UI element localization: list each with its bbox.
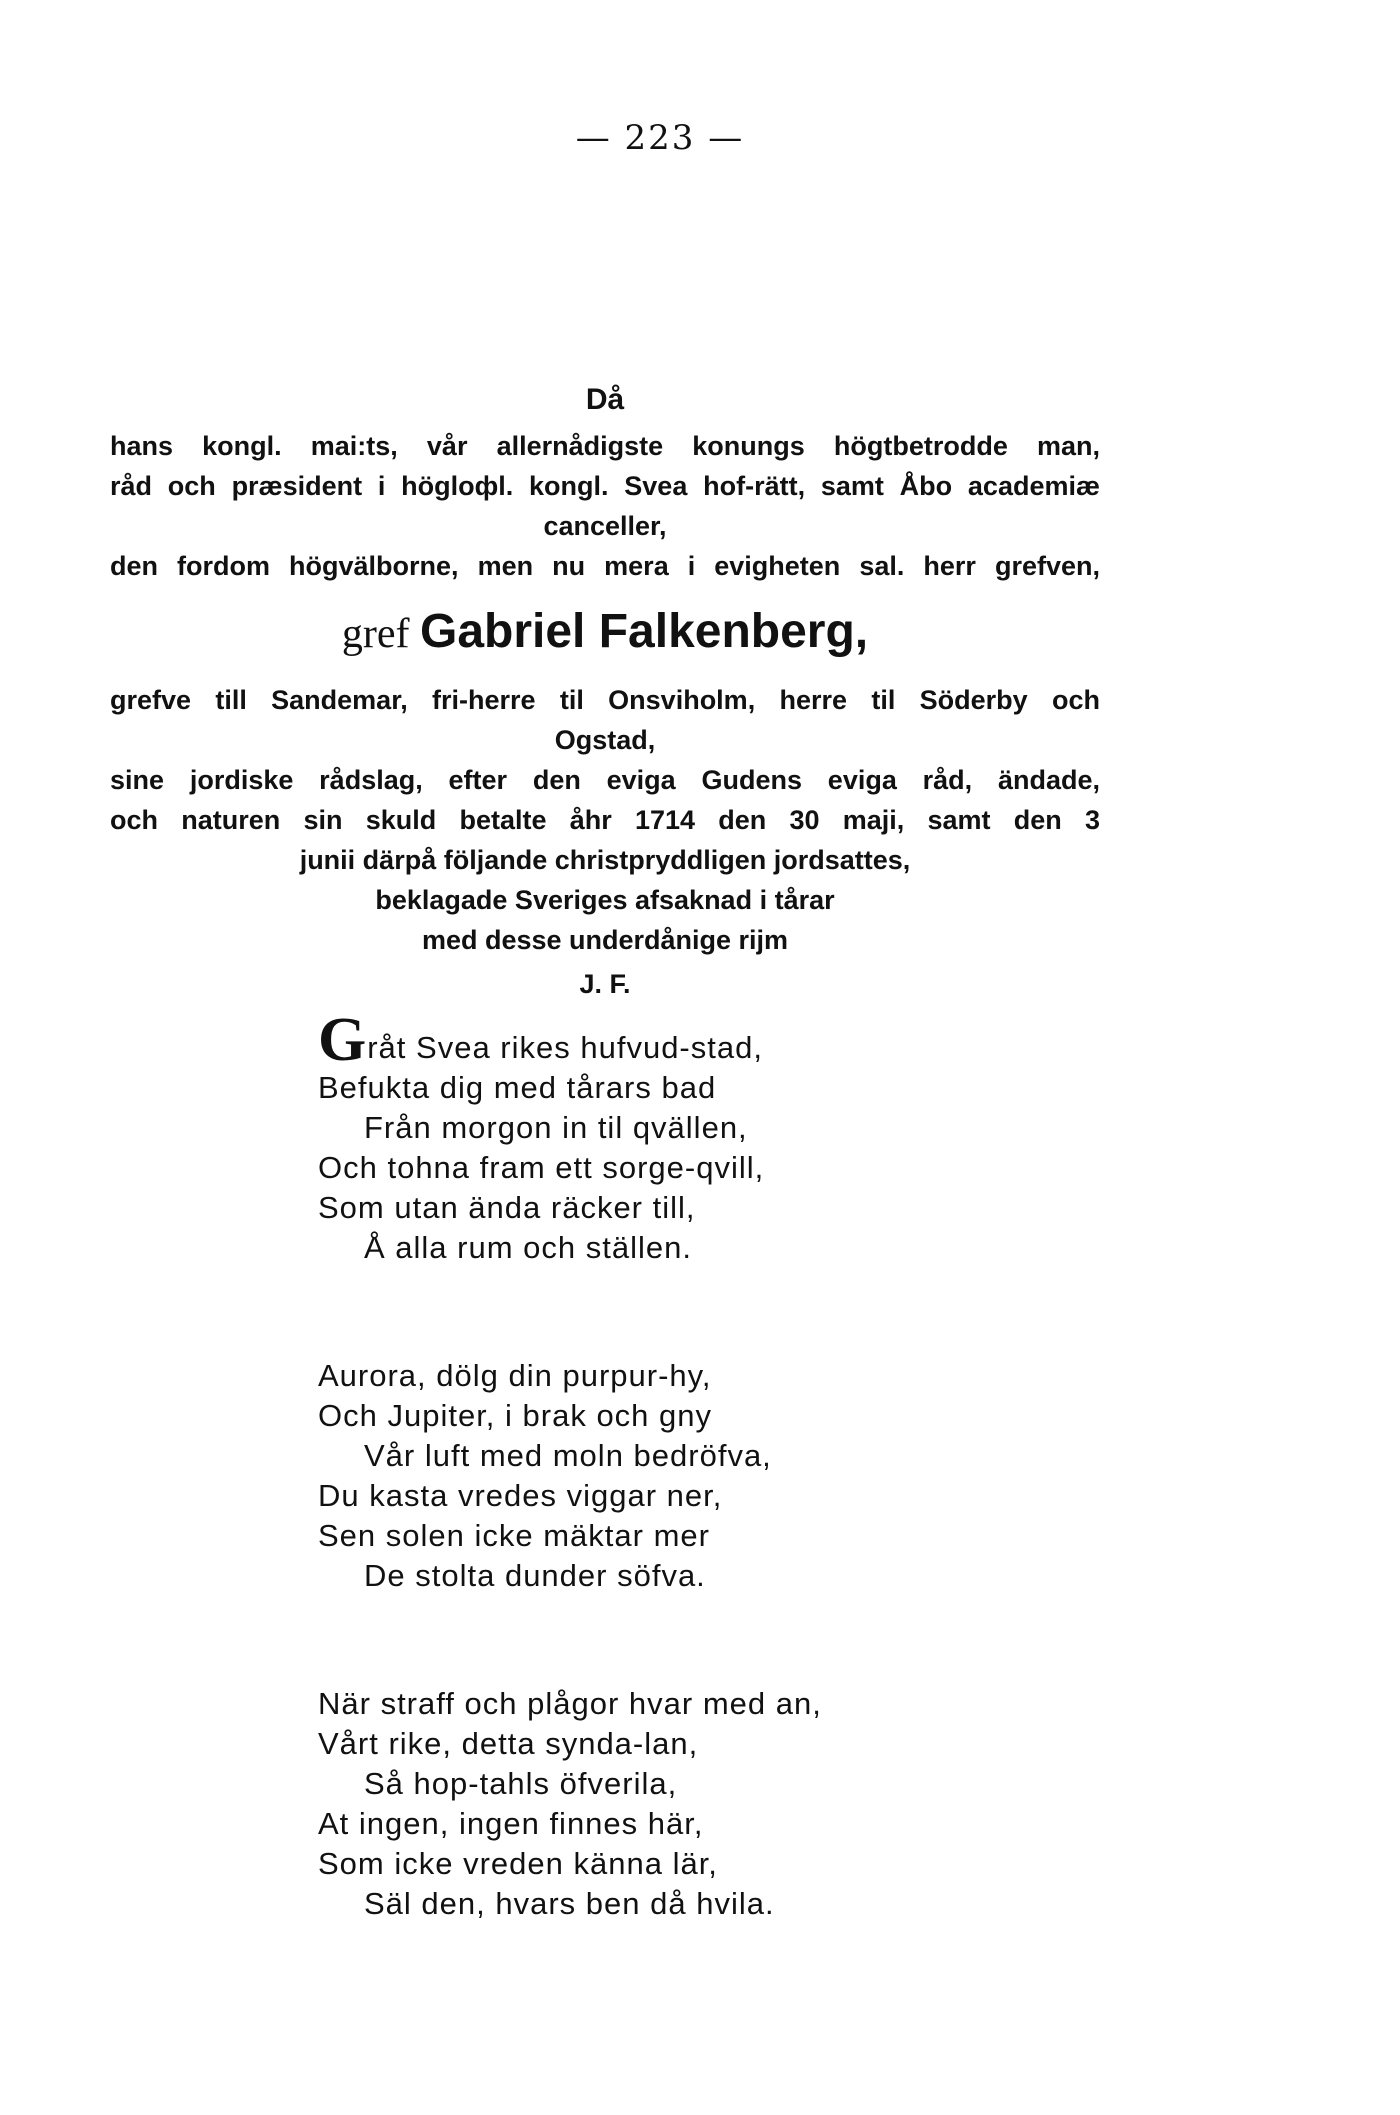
verse-line: De stolta dunder söfva. [364,1558,706,1593]
header-line: råd och præsident i högloфl. kongl. Svea hof-rätt, samt Åbo academiæ [110,471,1100,501]
verse-line: Så hop-tahls öfverila, [364,1766,678,1801]
verse-line: Vårt rike, detta synda-lan, [318,1726,699,1761]
header-line: canceller, [543,511,667,541]
page-number: — 223 — [575,118,745,158]
poem [318,1006,1018,2012]
verse-line: Befukta dig med tårars bad [318,1070,717,1105]
verse-line: När straff och plågor hvar med an, [318,1686,822,1721]
header-line: den fordom högvälborne, men nu mera i evigheten sal. herr grefven, [110,551,1100,581]
verse-line: Å alla rum och ställen. [364,1230,692,1265]
signature: J. F. [579,969,631,999]
verse-line [318,1006,1018,1074]
header-line: med desse underdånige rijm [421,925,789,955]
stanza-2 [318,1356,1018,1596]
dedication-header [110,380,1100,1004]
header-line: grefve till Sandemar, fri-herre til Onsviholm, herre til Söderby och [110,685,1100,715]
verse-line: Som utan ända räcker till, [318,1190,696,1225]
stanza-3 [318,1684,1018,1924]
drop-cap: G [318,1006,368,1074]
verse-line: Säl den, hvars ben då hvila. [364,1886,775,1921]
title-prefix: gref [341,611,410,657]
verse-line: Och Jupiter, i brak och gny [318,1398,713,1433]
verse-line: At ingen, ingen finnes här, [318,1806,704,1841]
honoree-name: Gabriel Falkenberg, [419,605,869,658]
header-line: junii därpå följande christpryddligen jordsattes, [299,845,911,875]
header-line: hans kongl. mai:ts, vår allernådigste konungs högtbetrodde man, [110,431,1100,461]
verse-line: Du kasta vredes viggar ner, [318,1478,723,1513]
verse-line: Och tohna fram ett sorge-qvill, [318,1150,765,1185]
header-line: Ogstad, [554,725,656,755]
verse-line: Från morgon in til qvällen, [364,1110,748,1145]
header-line: och naturen sin skuld betalte åhr 1714 den 30 maji, samt den 3 [110,805,1100,835]
verse-line: Aurora, dölg din purpur-hy, [318,1358,712,1393]
verse-line: Som icke vreden känna lär, [318,1846,718,1881]
verse-line: Sen solen icke mäktar mer [318,1518,710,1553]
honoree-title [110,604,1100,662]
opening-word: Då [585,383,625,416]
header-line: sine jordiske rådslag, efter den eviga Gudens eviga råd, ändade, [110,765,1100,795]
header-line: beklagade Sveriges afsaknad i tårar [375,885,835,915]
stanza-1 [318,1006,1018,1268]
verse-line: Vår luft med moln bedröfva, [364,1438,772,1473]
verse-text: råt Svea rikes hufvud-stad, [367,1030,763,1065]
